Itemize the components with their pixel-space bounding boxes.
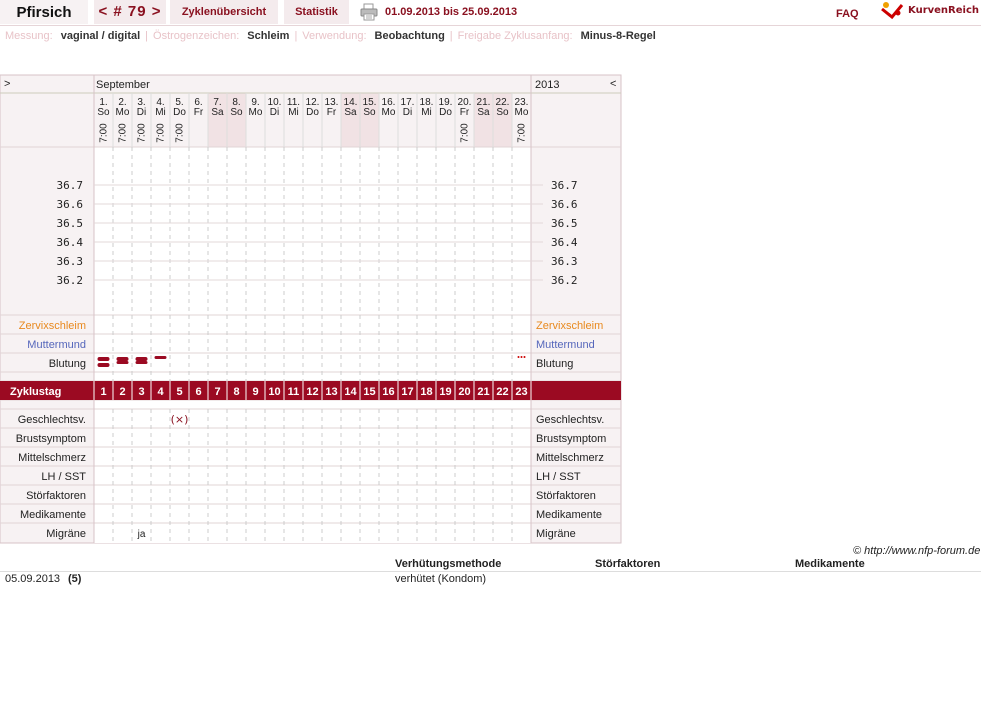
row-label-right: Brustsymptom — [536, 433, 607, 445]
cycle-day-number: 15 — [363, 386, 376, 398]
month-label: September — [96, 79, 150, 91]
year-label: 2013 — [535, 79, 560, 91]
day-number: 5. — [175, 97, 184, 108]
cycle-day-number: 20 — [458, 386, 471, 398]
row-label-right: LH / SST — [536, 471, 581, 483]
row-label: Blutung — [48, 358, 86, 370]
weekday-label: Sa — [344, 107, 357, 118]
day-number: 3. — [137, 97, 146, 108]
cycle-day-number: 21 — [477, 386, 490, 398]
bleeding-mark — [155, 356, 167, 359]
weekday-label: Mi — [421, 107, 432, 118]
cycle-day-number: 9 — [252, 386, 259, 398]
day-number: 12. — [305, 97, 320, 108]
note-date: 05.09.2013 — [5, 573, 61, 585]
separator: | — [449, 30, 453, 42]
row-label-right: Medikamente — [536, 509, 603, 521]
temperature-area — [94, 147, 531, 315]
weekday-label: Di — [136, 107, 147, 118]
weekday-label: Fr — [459, 107, 470, 118]
cycle-day-number: 23 — [515, 386, 528, 398]
cycle-day-number: 14 — [344, 386, 357, 398]
measure-time: 7:00 — [174, 123, 186, 143]
setting-value: vaginal / digital — [60, 30, 141, 42]
weekday-label: Do — [439, 107, 452, 118]
cycle-day-number: 11 — [287, 386, 300, 398]
row-label: Mittelschmerz — [18, 452, 86, 464]
cycle-day-number: 2 — [119, 386, 126, 398]
day-number: 17. — [400, 97, 415, 108]
cycle-day-number: 3 — [138, 386, 145, 398]
weekday-label: So — [230, 107, 243, 118]
day-number: 7. — [213, 97, 222, 108]
bleeding-mark — [98, 357, 110, 361]
day-number: 1. — [99, 97, 108, 108]
temp-tick-label-right: 36.4 — [551, 236, 578, 249]
note-method: verhütet (Kondom) — [395, 573, 487, 585]
day-number: 19. — [438, 97, 453, 108]
app-title: Pfirsich — [0, 0, 88, 24]
cycle-day-number: 18 — [420, 386, 433, 398]
row-label-right: Zervixschleim — [536, 320, 604, 332]
weekday-label: Sa — [211, 107, 224, 118]
intercourse-mark: (×) — [170, 413, 189, 426]
setting-label: Östrogenzeichen: — [153, 30, 240, 42]
bleeding-mark — [117, 357, 129, 361]
cycle-day-number: 12 — [306, 386, 319, 398]
weekday-label: Mo — [115, 107, 130, 118]
migraine-value: ja — [137, 529, 146, 540]
bleeding-mark — [136, 361, 148, 364]
weekday-label: So — [97, 107, 110, 118]
temp-tick-label: 36.2 — [56, 274, 83, 287]
day-number: 23. — [514, 97, 529, 108]
extra-area — [94, 400, 531, 543]
weekday-label: So — [496, 107, 509, 118]
row-label: Geschlechtsv. — [17, 414, 86, 426]
cycle-day-number: 19 — [439, 386, 452, 398]
row-label: Zervixschleim — [18, 320, 86, 332]
temp-tick-label-right: 36.7 — [551, 179, 578, 192]
tab-cycle-overview[interactable]: Zyklenübersicht — [170, 0, 278, 24]
row-label-right: Störfaktoren — [536, 490, 596, 502]
cycle-day-label: Zyklustag — [10, 386, 62, 398]
cycle-day-number: 5 — [176, 386, 183, 398]
temp-tick-label-right: 36.2 — [551, 274, 578, 287]
weekday-label: Mo — [514, 107, 529, 118]
header-disturbances: Störfaktoren — [595, 558, 661, 570]
weekday-label: Sa — [477, 107, 490, 118]
row-label: Migräne — [46, 528, 86, 540]
cycle-day-number: 22 — [496, 386, 509, 398]
header-contraception: Verhütungsmethode — [395, 558, 502, 570]
cycle-day-number: 8 — [233, 386, 240, 398]
cycle-day-number: 1 — [100, 386, 107, 398]
weekday-label: So — [363, 107, 376, 118]
cycle-day-number: 10 — [268, 386, 281, 398]
cycle-day-number: 4 — [157, 386, 164, 398]
row-label: Medikamente — [19, 509, 86, 521]
temp-tick-label-right: 36.6 — [551, 198, 578, 211]
row-label-right: Blutung — [536, 358, 574, 370]
day-number: 10. — [267, 97, 282, 108]
day-number: 21. — [476, 97, 491, 108]
weekday-label: Do — [306, 107, 319, 118]
cycle-day-number: 7 — [214, 386, 221, 398]
spotting-mark — [521, 356, 523, 358]
day-number: 16. — [381, 97, 396, 108]
cycle-day-number: 17 — [401, 386, 414, 398]
nav-next-button[interactable]: < — [610, 78, 617, 90]
day-number: 4. — [156, 97, 165, 108]
weekday-label: Di — [402, 107, 413, 118]
measure-time: 7:00 — [516, 123, 528, 143]
day-number: 2. — [118, 97, 127, 108]
measure-time: 7:00 — [136, 123, 148, 143]
day-number: 15. — [362, 97, 377, 108]
temp-tick-label: 36.3 — [56, 255, 83, 268]
bleeding-mark — [98, 363, 110, 367]
bleeding-mark — [136, 357, 148, 361]
day-number: 11. — [286, 97, 301, 108]
measure-time: 7:00 — [459, 123, 471, 143]
day-number: 14. — [343, 97, 358, 108]
setting-value: Schleim — [247, 30, 290, 42]
day-number: 20. — [457, 97, 472, 108]
day-number: 18. — [419, 97, 434, 108]
date-range: 01.09.2013 bis 25.09.2013 — [385, 6, 518, 18]
separator: | — [294, 30, 298, 42]
setting-value: Beobachtung — [374, 30, 445, 42]
measure-time: 7:00 — [98, 123, 110, 143]
row-label-right: Mittelschmerz — [536, 452, 604, 464]
setting-label: Verwendung: — [302, 30, 367, 42]
weekday-label: Mo — [248, 107, 263, 118]
faq-link[interactable]: FAQ — [836, 8, 859, 20]
setting-label: Messung: — [5, 30, 53, 42]
temp-tick-label: 36.6 — [56, 198, 83, 211]
spotting-mark — [518, 356, 520, 358]
spotting-mark — [524, 356, 526, 358]
measure-time: 7:00 — [117, 123, 129, 143]
weekday-label: Mo — [381, 107, 396, 118]
logo-text: KurvenReich — [908, 5, 980, 16]
row-label: Muttermund — [27, 339, 86, 351]
nav-prev-button[interactable]: > — [4, 78, 11, 90]
temp-tick-label: 36.5 — [56, 217, 83, 230]
weekday-label: Fr — [193, 107, 204, 118]
day-number: 13. — [324, 97, 339, 108]
measure-time: 7:00 — [155, 123, 167, 143]
row-label-right: Migräne — [536, 528, 576, 540]
temp-tick-label: 36.7 — [56, 179, 83, 192]
day-number: 22. — [495, 97, 510, 108]
temp-tick-label-right: 36.3 — [551, 255, 578, 268]
day-number: 6. — [194, 97, 203, 108]
row-label: Brustsymptom — [15, 433, 86, 445]
cycle-navigator[interactable]: < # 79 > — [94, 0, 166, 24]
row-label-right: Geschlechtsv. — [536, 414, 605, 426]
header-medication: Medikamente — [795, 558, 865, 570]
bleeding-mark — [117, 361, 129, 364]
tab-statistics[interactable]: Statistik — [284, 0, 349, 24]
divider — [0, 571, 981, 572]
weekday-label: Mi — [288, 107, 299, 118]
day-number: 8. — [232, 97, 241, 108]
note-cycle-day: (5) — [68, 573, 82, 585]
cycle-day-number: 13 — [325, 386, 338, 398]
weekday-label: Fr — [326, 107, 337, 118]
copyright[interactable]: © http://www.nfp-forum.de — [853, 545, 981, 557]
cycle-day-number: 16 — [382, 386, 395, 398]
temp-tick-label: 36.4 — [56, 236, 83, 249]
temp-tick-label-right: 36.5 — [551, 217, 578, 230]
row-label: Störfaktoren — [26, 490, 86, 502]
weekday-label: Mi — [155, 107, 166, 118]
setting-label: Freigabe Zyklusanfang: — [457, 30, 573, 42]
row-label-right: Muttermund — [536, 339, 595, 351]
weekday-label: Di — [269, 107, 280, 118]
weekday-label: Do — [173, 107, 186, 118]
cycle-day-number: 6 — [195, 386, 202, 398]
row-label: LH / SST — [41, 471, 86, 483]
symptom-area — [94, 315, 531, 381]
day-number: 9. — [251, 97, 260, 108]
separator: | — [145, 30, 149, 42]
setting-value: Minus-8-Regel — [580, 30, 656, 42]
